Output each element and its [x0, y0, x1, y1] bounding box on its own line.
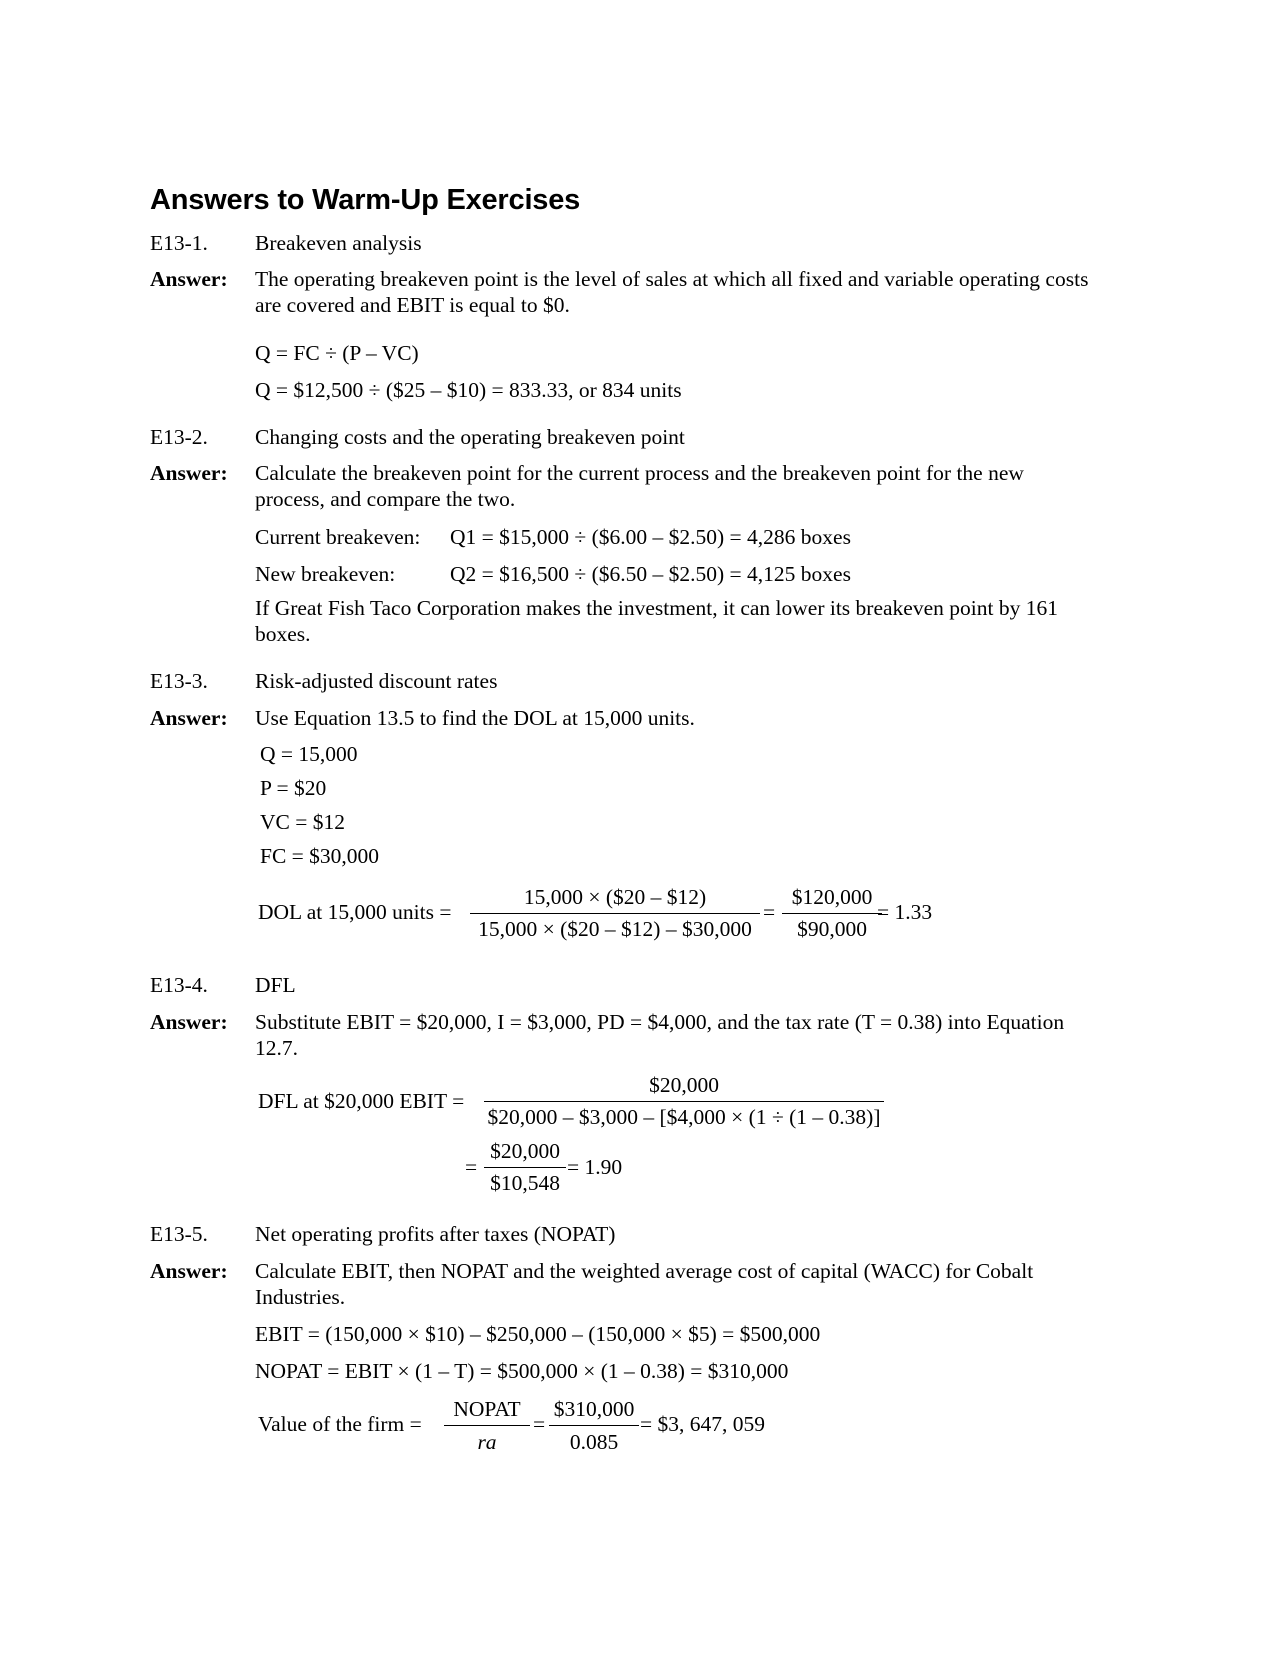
dfl-label: DFL at $20,000 EBIT = — [258, 1089, 465, 1113]
variable-fc: FC = $30,000 — [260, 844, 380, 868]
answer-label: Answer: — [150, 1010, 228, 1034]
answer-text: Calculate EBIT, then NOPAT and the weighted average cost of capital (WACC) for Cobalt Industries. — [255, 1259, 1034, 1309]
answer-text: Substitute EBIT = $20,000, I = $3,000, PD = $4,000, and the tax rate (T = 0.38) into Equation 12.7. — [255, 1010, 1065, 1060]
value-numerator-2: $310,000 — [553, 1397, 635, 1421]
firm-value-label: Value of the firm = — [258, 1412, 422, 1436]
fraction-bar — [484, 1167, 566, 1168]
exercise-id: E13-1. — [150, 231, 208, 255]
equals-sign: = — [533, 1412, 546, 1436]
exercise-topic: Breakeven analysis — [255, 231, 422, 255]
answer-text: Use Equation 13.5 to find the DOL at 15,000 units. — [255, 706, 695, 730]
fraction-bar — [782, 913, 882, 914]
value-denominator: ra — [477, 1430, 497, 1454]
exercise-id: E13-3. — [150, 669, 208, 693]
breakeven-formula: Q = FC ÷ (P – VC) — [255, 341, 419, 365]
ebit-calculation: EBIT = (150,000 × $10) – $250,000 – (150,000 × $5) = $500,000 — [255, 1322, 821, 1346]
exercise-topic: Risk-adjusted discount rates — [255, 669, 498, 693]
conclusion-text: If Great Fish Taco Corporation makes the investment, it can lower its breakeven point by 161 boxes. — [255, 596, 1058, 646]
equals-sign: = — [465, 1155, 478, 1179]
exercise-topic: DFL — [255, 973, 296, 997]
exercise-id: E13-4. — [150, 973, 208, 997]
new-breakeven-label: New breakeven: — [255, 562, 396, 586]
current-breakeven-label: Current breakeven: — [255, 525, 421, 549]
equals-sign: = — [763, 900, 776, 924]
dfl-numerator-2: $20,000 — [490, 1139, 560, 1163]
variable-p: P = $20 — [260, 776, 327, 800]
answer-label: Answer: — [150, 706, 228, 730]
new-breakeven-calc: Q2 = $16,500 ÷ ($6.50 – $2.50) = 4,125 boxes — [450, 562, 851, 586]
value-denominator-2: 0.085 — [569, 1430, 619, 1454]
dfl-result: = 1.90 — [567, 1155, 623, 1179]
exercise-topic: Changing costs and the operating breakeven point — [255, 425, 685, 449]
dol-denominator-2: $90,000 — [797, 917, 867, 941]
fraction-bar — [484, 1101, 884, 1102]
variable-q: Q = 15,000 — [260, 742, 358, 766]
dfl-numerator: $20,000 — [649, 1073, 719, 1097]
page-title: Answers to Warm-Up Exercises — [150, 184, 581, 216]
answer-label: Answer: — [150, 461, 228, 485]
dol-numerator: 15,000 × ($20 – $12) — [523, 885, 707, 909]
exercise-id: E13-2. — [150, 425, 208, 449]
dol-numerator-2: $120,000 — [791, 885, 873, 909]
dol-label: DOL at 15,000 units = — [258, 900, 452, 924]
answer-text: Calculate the breakeven point for the current process and the breakeven point for the new process, and compare the two. — [255, 461, 1024, 511]
firm-value-result: = $3, 647, 059 — [640, 1412, 766, 1436]
variable-vc: VC = $12 — [260, 810, 345, 834]
dol-result: = 1.33 — [877, 900, 933, 924]
answer-label: Answer: — [150, 267, 228, 291]
fraction-bar — [444, 1425, 530, 1426]
dfl-denominator: $20,000 – $3,000 – [$4,000 × (1 ÷ (1 – 0.38)] — [487, 1105, 881, 1129]
exercise-id: E13-5. — [150, 1222, 208, 1246]
answer-text: The operating breakeven point is the level of sales at which all fixed and variable operating costs are covered and EBIT is equal to $0. — [255, 267, 1089, 317]
value-numerator: NOPAT — [453, 1397, 521, 1421]
dol-denominator: 15,000 × ($20 – $12) – $30,000 — [478, 917, 752, 941]
nopat-calculation: NOPAT = EBIT × (1 – T) = $500,000 × (1 – 0.38) = $310,000 — [255, 1359, 789, 1383]
answer-label: Answer: — [150, 1259, 228, 1283]
current-breakeven-calc: Q1 = $15,000 ÷ ($6.00 – $2.50) = 4,286 boxes — [450, 525, 851, 549]
breakeven-calculation: Q = $12,500 ÷ ($25 – $10) = 833.33, or 834 units — [255, 378, 682, 402]
exercise-topic: Net operating profits after taxes (NOPAT) — [255, 1222, 616, 1246]
fraction-bar — [549, 1425, 639, 1426]
fraction-bar — [470, 913, 760, 914]
dfl-denominator-2: $10,548 — [490, 1171, 560, 1195]
